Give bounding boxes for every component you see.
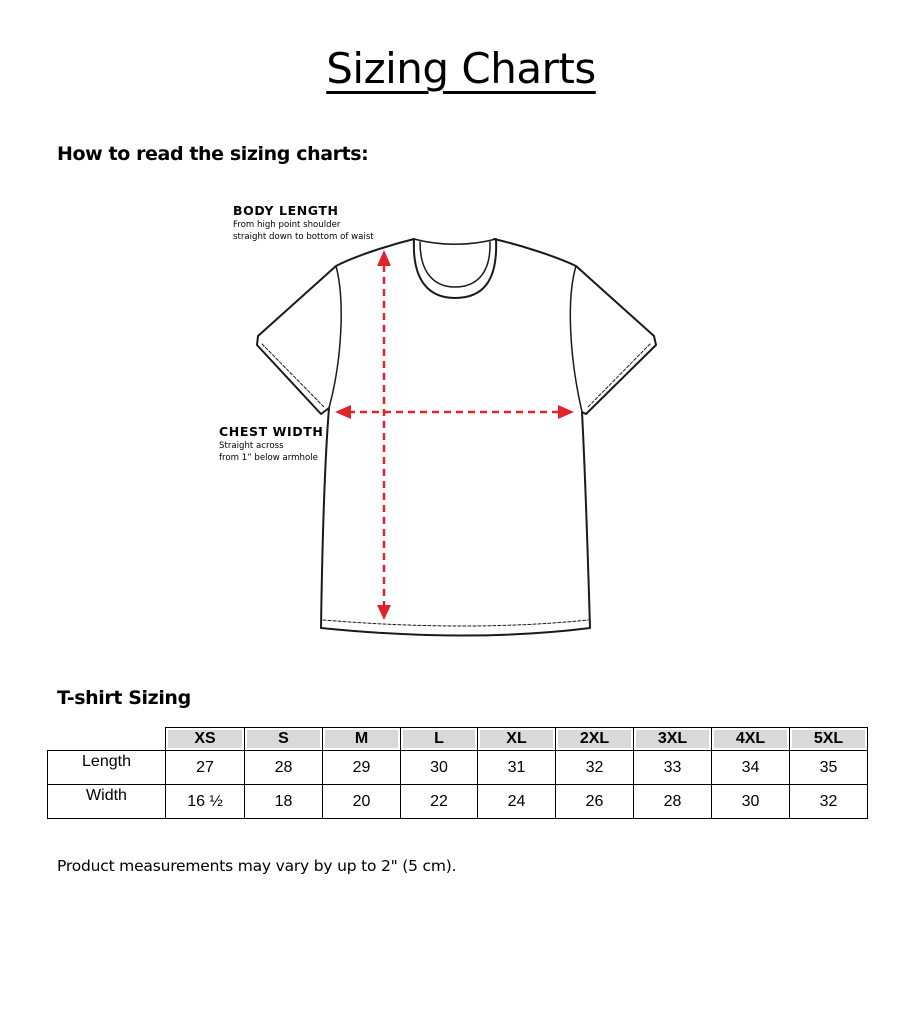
table-row-length xyxy=(48,751,868,785)
table-cell: 32 xyxy=(556,751,634,785)
tshirt-collar-inner xyxy=(420,242,490,287)
size-header: XL xyxy=(478,728,556,751)
how-to-read-heading: How to read the sizing charts: xyxy=(57,143,369,165)
body-length-desc-line2: straight down to bottom of waist xyxy=(233,232,374,242)
tshirt-left-armhole-seam xyxy=(329,266,341,408)
tshirt-right-armhole-seam xyxy=(570,266,582,412)
table-cell: 27 xyxy=(166,751,245,785)
size-header: M xyxy=(323,728,401,751)
chest-width-arrowhead-right xyxy=(558,405,574,419)
tshirt-left-cuff-line xyxy=(262,344,325,408)
chest-width-description xyxy=(219,440,318,464)
tshirt-hem-stitch xyxy=(323,620,588,626)
table-header-row xyxy=(48,728,868,751)
tshirt-collar-outer xyxy=(414,239,496,298)
table-cell: 18 xyxy=(245,785,323,819)
measurement-note: Product measurements may vary by up to 2" (5 cm). xyxy=(57,857,457,875)
chest-width-arrowhead-left xyxy=(335,405,351,419)
body-length-description xyxy=(233,219,374,243)
table-cell: 29 xyxy=(323,751,401,785)
chest-width-desc-line2: from 1” below armhole xyxy=(219,453,318,463)
chest-width-label: CHEST WIDTH xyxy=(219,424,324,439)
table-cell: 16 ½ xyxy=(166,785,245,819)
body-length-arrowhead-bottom xyxy=(377,605,391,620)
table-row-width xyxy=(48,785,868,819)
sizing-table xyxy=(47,727,868,819)
table-cell: 32 xyxy=(790,785,868,819)
body-length-arrowhead-top xyxy=(377,250,391,266)
page-title: Sizing Charts xyxy=(326,44,596,93)
size-header: XS xyxy=(166,728,245,751)
table-cell: 26 xyxy=(556,785,634,819)
table-cell: 22 xyxy=(401,785,478,819)
size-header: 5XL xyxy=(790,728,868,751)
row-label-length: Length xyxy=(48,751,166,785)
size-header: 3XL xyxy=(634,728,712,751)
table-cell: 24 xyxy=(478,785,556,819)
table-cell: 20 xyxy=(323,785,401,819)
size-header: S xyxy=(245,728,323,751)
size-header: L xyxy=(401,728,478,751)
size-header: 2XL xyxy=(556,728,634,751)
body-length-label: BODY LENGTH xyxy=(233,203,339,218)
size-header: 4XL xyxy=(712,728,790,751)
table-cell: 30 xyxy=(401,751,478,785)
table-cell: 33 xyxy=(634,751,712,785)
measurement-arrows xyxy=(335,250,574,620)
tshirt-right-cuff-line xyxy=(587,344,650,408)
table-cell: 28 xyxy=(245,751,323,785)
table-cell: 28 xyxy=(634,785,712,819)
table-cell: 34 xyxy=(712,751,790,785)
tshirt-back-neck xyxy=(414,239,496,244)
tshirt-sizing-heading: T-shirt Sizing xyxy=(57,687,191,709)
body-length-desc-line1: From high point shoulder xyxy=(233,220,341,230)
table-corner-cell xyxy=(48,728,166,751)
chest-width-desc-line1: Straight across xyxy=(219,441,284,451)
row-label-width: Width xyxy=(48,785,166,819)
table-cell: 31 xyxy=(478,751,556,785)
table-cell: 35 xyxy=(790,751,868,785)
table-cell: 30 xyxy=(712,785,790,819)
